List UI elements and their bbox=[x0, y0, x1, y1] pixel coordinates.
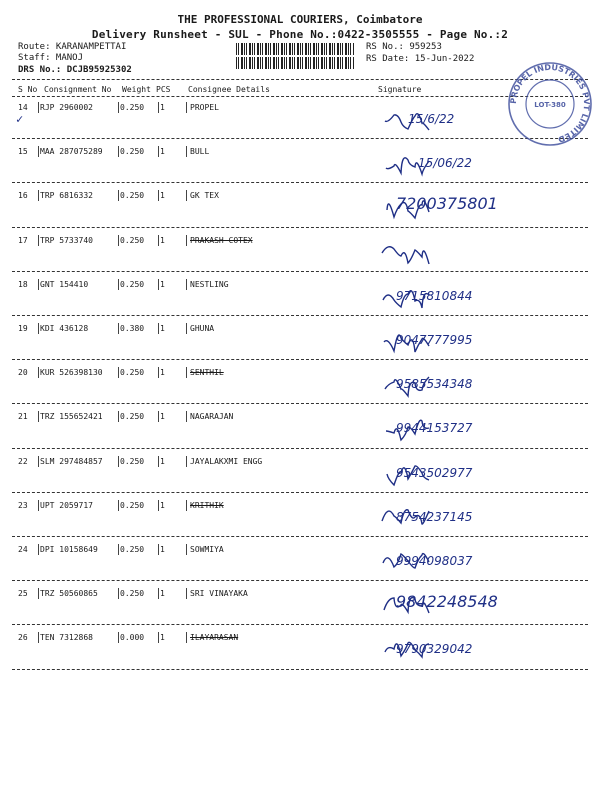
cell-separator bbox=[158, 500, 159, 511]
signature-area bbox=[378, 407, 583, 447]
cell-separator bbox=[158, 544, 159, 555]
barcode-graphic bbox=[236, 43, 354, 55]
row-weight: 0.000 bbox=[120, 633, 145, 643]
signature-phone-number: 9944153727 bbox=[396, 421, 473, 436]
row-divider bbox=[12, 536, 588, 537]
row-pcs: 1 bbox=[160, 279, 165, 289]
cell-separator bbox=[118, 588, 119, 599]
route-label: Route: KARANAMPETTAI bbox=[18, 42, 127, 52]
row-consignee: ILAYARASAN bbox=[190, 633, 239, 643]
signature-phone-number: 9842248548 bbox=[396, 592, 498, 612]
row-consignment-no: KUR 526398130 bbox=[40, 368, 103, 378]
cell-separator bbox=[38, 279, 39, 290]
row-weight: 0.250 bbox=[120, 279, 145, 289]
row-pcs: 1 bbox=[160, 235, 165, 245]
cell-separator bbox=[38, 544, 39, 555]
cell-separator bbox=[186, 190, 187, 201]
divider bbox=[12, 79, 588, 80]
signature-phone-number: 7200375801 bbox=[396, 194, 498, 214]
cell-separator bbox=[186, 102, 187, 113]
cell-separator bbox=[158, 235, 159, 246]
cell-separator bbox=[118, 146, 119, 157]
divider bbox=[12, 96, 588, 97]
row-sno: 18 bbox=[18, 279, 28, 289]
cell-separator bbox=[118, 190, 119, 201]
cell-separator bbox=[118, 500, 119, 511]
cell-separator bbox=[158, 323, 159, 334]
row-pcs: 1 bbox=[160, 147, 165, 157]
column-header-consignee: Consignee Details bbox=[188, 85, 270, 94]
row-sno: 23 bbox=[18, 500, 28, 510]
row-consignee: SOWMIYA bbox=[190, 545, 224, 554]
cell-separator bbox=[158, 588, 159, 599]
row-consignee: NAGARAJAN bbox=[190, 412, 234, 422]
row-sno: 26 bbox=[18, 633, 28, 643]
row-consignee: PROPEL bbox=[190, 103, 219, 112]
signature-area bbox=[378, 363, 583, 403]
row-weight: 0.250 bbox=[120, 589, 145, 599]
column-header-weight: Weight bbox=[122, 85, 151, 94]
row-weight: 0.250 bbox=[120, 412, 145, 422]
row-divider bbox=[12, 182, 588, 183]
row-consignment-no: DPI 10158649 bbox=[40, 545, 98, 554]
row-divider bbox=[12, 624, 588, 625]
cell-separator bbox=[186, 279, 187, 290]
row-pcs: 1 bbox=[160, 589, 165, 599]
signature-phone-number: 15/6/22 bbox=[408, 112, 455, 126]
row-pcs: 1 bbox=[160, 456, 165, 466]
runsheet-title: THE PROFESSIONAL COURIERS, Coimbatore bbox=[177, 13, 423, 26]
row-divider bbox=[12, 669, 588, 670]
column-header-pcs: PCS bbox=[156, 85, 171, 94]
cell-separator bbox=[38, 146, 39, 157]
cell-separator bbox=[158, 411, 159, 422]
rs-number: RS No.: 959253 bbox=[366, 42, 442, 52]
signature-area bbox=[378, 275, 583, 315]
row-divider bbox=[12, 359, 588, 360]
cell-separator bbox=[38, 190, 39, 201]
signature-phone-number: 9543502977 bbox=[396, 465, 473, 480]
row-pcs: 1 bbox=[160, 633, 165, 643]
cell-separator bbox=[38, 367, 39, 378]
row-divider bbox=[12, 315, 588, 316]
signature-phone-number: 8754237145 bbox=[396, 509, 473, 524]
row-sno: 14 bbox=[18, 103, 28, 112]
company-seal-stamp bbox=[506, 60, 594, 148]
row-sno: 15 bbox=[18, 147, 28, 157]
row-weight: 0.250 bbox=[120, 545, 145, 554]
row-sno: 20 bbox=[18, 368, 28, 378]
column-header-consignment: Consignment No bbox=[44, 85, 112, 94]
cell-separator bbox=[158, 102, 159, 113]
signature-area bbox=[378, 540, 583, 580]
row-consignment-no: UPT 2059717 bbox=[40, 500, 93, 510]
signature-area bbox=[378, 142, 583, 182]
row-divider bbox=[12, 227, 588, 228]
seal-ring-text: PROPEL INDUSTRIES PVT LIMITED bbox=[508, 62, 592, 144]
row-pcs: 1 bbox=[160, 324, 165, 333]
seal-center-text: LOT-380 bbox=[534, 101, 566, 109]
row-sno: 22 bbox=[18, 456, 28, 466]
row-weight: 0.250 bbox=[120, 368, 145, 378]
cell-separator bbox=[38, 323, 39, 334]
rs-date: RS Date: 15-Jun-2022 bbox=[366, 54, 475, 64]
row-consignee: PRAKASH COTEX bbox=[190, 235, 253, 245]
row-weight: 0.250 bbox=[120, 235, 145, 245]
cell-separator bbox=[186, 235, 187, 246]
row-pcs: 1 bbox=[160, 103, 165, 112]
cell-separator bbox=[118, 367, 119, 378]
signature-phone-number: 9047777995 bbox=[396, 333, 473, 347]
row-divider bbox=[12, 271, 588, 272]
row-consignment-no: RJP 2960002 bbox=[40, 103, 93, 112]
row-divider bbox=[12, 448, 588, 449]
row-consignee: NESTLING bbox=[190, 279, 229, 289]
signature-phone-number: 9585534348 bbox=[396, 377, 473, 392]
cell-separator bbox=[118, 456, 119, 467]
cell-separator bbox=[158, 367, 159, 378]
cell-separator bbox=[158, 146, 159, 157]
cell-separator bbox=[186, 323, 187, 334]
row-weight: 0.250 bbox=[120, 191, 145, 201]
cell-separator bbox=[38, 456, 39, 467]
cell-separator bbox=[186, 500, 187, 511]
cell-separator bbox=[38, 500, 39, 511]
signature-phone-number: 15/06/22 bbox=[418, 156, 472, 171]
cell-separator bbox=[118, 632, 119, 643]
row-consignment-no: GNT 154410 bbox=[40, 279, 89, 289]
cell-separator bbox=[158, 279, 159, 290]
signature-area bbox=[378, 584, 583, 624]
cell-separator bbox=[38, 102, 39, 113]
cell-separator bbox=[186, 456, 187, 467]
cell-separator bbox=[186, 411, 187, 422]
cell-separator bbox=[186, 367, 187, 378]
signature-area bbox=[378, 231, 583, 271]
cell-separator bbox=[186, 544, 187, 555]
row-sno: 25 bbox=[18, 589, 28, 599]
row-consignee: GHUNA bbox=[190, 324, 215, 333]
signature-area bbox=[378, 186, 583, 226]
signature-phone-number: 9994098037 bbox=[396, 554, 473, 568]
check-mark: ✓ bbox=[16, 112, 24, 126]
row-pcs: 1 bbox=[160, 545, 165, 554]
row-pcs: 1 bbox=[160, 368, 165, 378]
column-header-signature: Signature bbox=[378, 85, 422, 94]
column-header-sno: S No bbox=[18, 85, 38, 94]
signature-scribble bbox=[378, 142, 583, 184]
row-divider bbox=[12, 403, 588, 404]
cell-separator bbox=[158, 632, 159, 643]
row-pcs: 1 bbox=[160, 412, 165, 422]
cell-separator bbox=[118, 279, 119, 290]
row-pcs: 1 bbox=[160, 191, 165, 201]
row-sno: 21 bbox=[18, 412, 28, 422]
row-consignee: KRITHIK bbox=[190, 500, 224, 510]
row-consignment-no: TRP 6816332 bbox=[40, 191, 93, 201]
signature-scribble bbox=[378, 231, 583, 273]
row-sno: 24 bbox=[18, 545, 28, 554]
signature-area bbox=[378, 319, 583, 359]
row-consignee: GK TEX bbox=[190, 191, 219, 201]
cell-separator bbox=[118, 102, 119, 113]
row-consignee: SENTHIL bbox=[190, 368, 224, 378]
signature-area bbox=[378, 496, 583, 536]
cell-separator bbox=[118, 411, 119, 422]
row-consignment-no: MAA 287075289 bbox=[40, 147, 103, 157]
cell-separator bbox=[38, 632, 39, 643]
cell-separator bbox=[186, 588, 187, 599]
signature-area bbox=[378, 628, 583, 668]
row-consignee: BULL bbox=[190, 147, 210, 157]
signature-area bbox=[378, 452, 583, 492]
row-sno: 19 bbox=[18, 324, 28, 333]
cell-separator bbox=[38, 235, 39, 246]
cell-separator bbox=[118, 323, 119, 334]
row-consignment-no: TRZ 50560865 bbox=[40, 589, 98, 599]
signature-phone-number: 9715810844 bbox=[396, 288, 473, 303]
staff-label: Staff: MANOJ bbox=[18, 53, 84, 63]
drs-number: DRS No.: DCJB95925302 bbox=[18, 65, 132, 75]
cell-separator bbox=[186, 632, 187, 643]
cell-separator bbox=[118, 235, 119, 246]
row-divider bbox=[12, 580, 588, 581]
cell-separator bbox=[186, 146, 187, 157]
row-sno: 16 bbox=[18, 191, 28, 201]
row-consignment-no: TRZ 155652421 bbox=[40, 412, 103, 422]
cell-separator bbox=[38, 588, 39, 599]
row-divider bbox=[12, 492, 588, 493]
row-consignment-no: SLM 297484857 bbox=[40, 456, 103, 466]
barcode-graphic bbox=[236, 57, 354, 69]
cell-separator bbox=[158, 190, 159, 201]
signature-phone-number: 9790329042 bbox=[396, 642, 473, 657]
row-weight: 0.250 bbox=[120, 456, 145, 466]
cell-separator bbox=[158, 456, 159, 467]
cell-separator bbox=[118, 544, 119, 555]
row-weight: 0.250 bbox=[120, 500, 145, 510]
row-weight: 0.380 bbox=[120, 324, 145, 333]
row-consignment-no: TRP 5733740 bbox=[40, 235, 93, 245]
row-divider bbox=[12, 138, 588, 139]
row-consignee: JAYALAKXMI ENGG bbox=[190, 456, 263, 466]
row-consignment-no: KDI 436128 bbox=[40, 324, 89, 333]
cell-separator bbox=[38, 411, 39, 422]
row-sno: 17 bbox=[18, 235, 28, 245]
row-weight: 0.250 bbox=[120, 103, 145, 112]
row-weight: 0.250 bbox=[120, 147, 145, 157]
row-consignment-no: TEN 7312868 bbox=[40, 633, 93, 643]
row-consignee: SRI VINAYAKA bbox=[190, 589, 248, 599]
row-pcs: 1 bbox=[160, 500, 165, 510]
runsheet-subtitle: Delivery Runsheet - SUL - Phone No.:0422-3505555 - Page No.:2 bbox=[91, 28, 509, 41]
